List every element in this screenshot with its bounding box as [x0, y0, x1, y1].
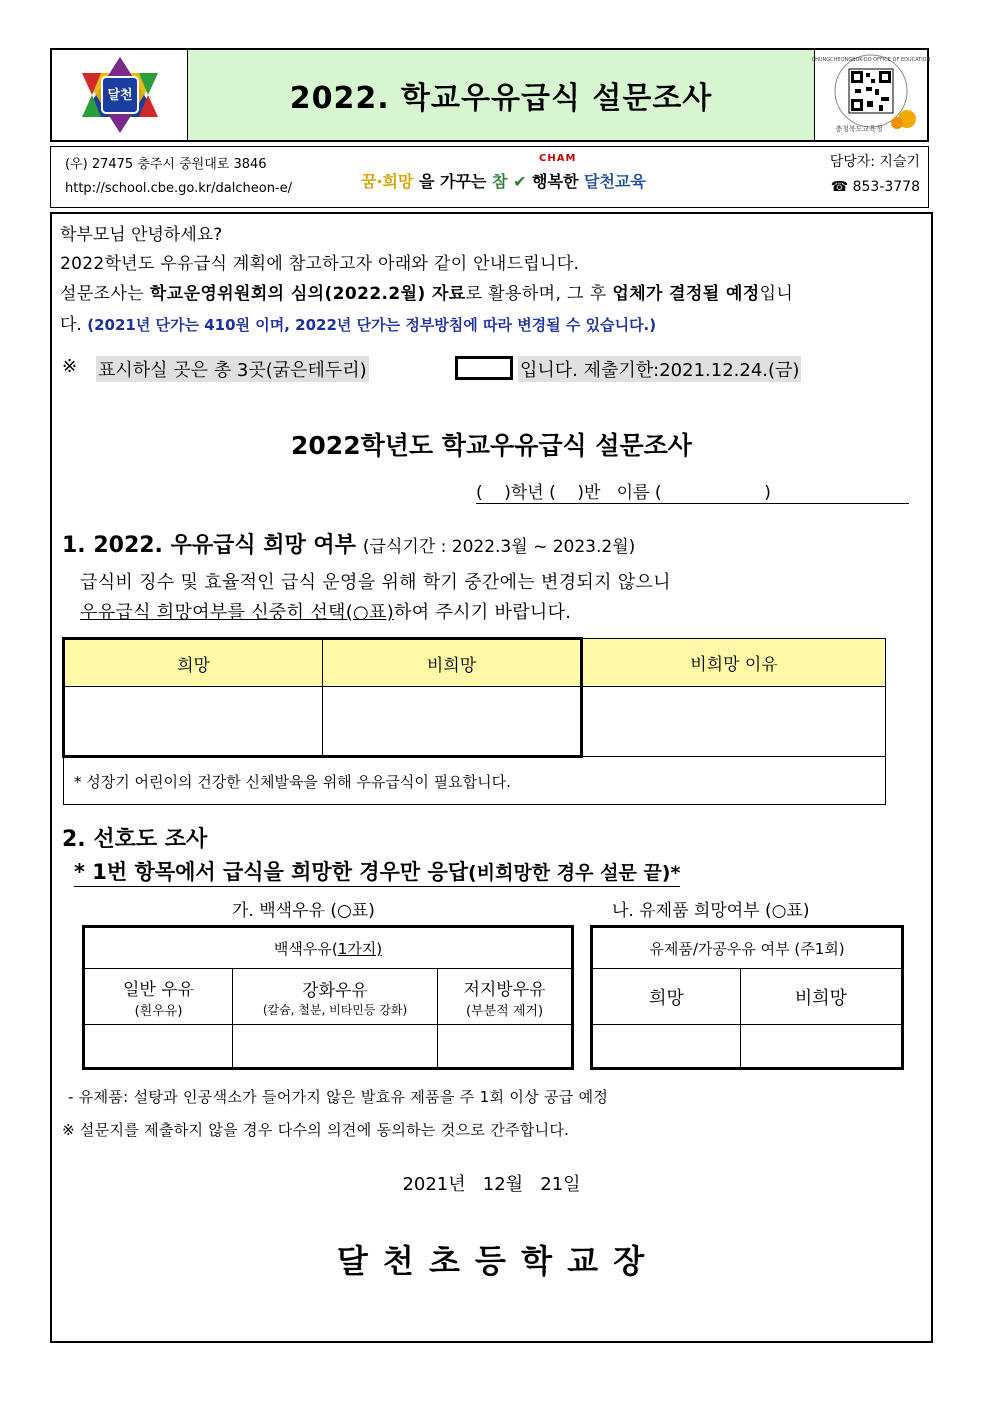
school-url[interactable]: http://school.cbe.go.kr/dalcheon-e/	[65, 181, 293, 196]
deadline: 입니다. 제출기한:2021.12.24.(금)	[518, 356, 801, 382]
q1-title: 1. 2022. 우유급식 희망 여부	[62, 533, 356, 558]
phone: ☎ 853-3778	[830, 179, 920, 195]
school-address: (우) 27475 충주시 중원대로 3846	[65, 157, 267, 172]
lowfat-milk-sub: (부분적 제거)	[465, 1003, 544, 1019]
white-head-underline: 1가지)	[337, 939, 383, 958]
bold-border-sample	[455, 356, 513, 380]
white-milk-header	[84, 927, 573, 969]
fortified-milk-answer[interactable]	[233, 1025, 438, 1069]
intro-line: 2022학년도 우유급식 계획에 참고하고자 아래와 같이 안내드립니다.	[60, 254, 580, 274]
intro-text: 입니	[759, 284, 794, 304]
letterhead	[50, 48, 929, 142]
dairy-hope-answer[interactable]	[592, 1025, 741, 1069]
dairy-nohope-answer[interactable]	[741, 1025, 903, 1069]
label-dairy: 나. 유제품 희망여부 (○표)	[612, 901, 810, 921]
intro-line	[60, 279, 793, 304]
col-dairy-hope: 희망	[592, 969, 741, 1025]
col-regular-milk	[84, 969, 233, 1025]
q1-desc-rest: 하여 주시기 바랍니다.	[394, 602, 572, 623]
star-logo-icon	[72, 55, 168, 135]
fortified-milk-label: 강화우유	[302, 980, 368, 1001]
q2-sub-main: * 1번 항목에서 급식을 희망한 경우만 응답	[74, 860, 469, 884]
slogan-cham: CHAM	[539, 153, 577, 164]
col-hope: 희망	[64, 639, 323, 687]
white-milk-table	[82, 925, 574, 1070]
intro-text: 로 활용하며, 그 후	[465, 284, 613, 304]
lowfat-milk-label: 저지방우유	[463, 979, 546, 1000]
issue-date: 2021년 12월 21일	[402, 1174, 581, 1195]
slogan-true: 참	[492, 172, 508, 191]
slogan-edu: 달천교육	[584, 172, 646, 191]
col-fortified-milk	[233, 969, 438, 1025]
dairy-header: 유제품/가공우유 여부 (주1회)	[592, 927, 903, 969]
intro-text: 다.	[60, 315, 82, 335]
q2-sub-note: (비희망한 경우 설문 끝)*	[468, 862, 681, 884]
col-nohope: 비희망	[323, 639, 582, 687]
intro-line	[60, 310, 656, 335]
q1-heading	[62, 528, 635, 559]
intro-bold: 업체가 결정될 예정	[612, 284, 760, 304]
logo-text: 달천	[106, 88, 133, 103]
q1-period: (급식기간 : 2022.3월 ~ 2023.2월)	[362, 537, 636, 557]
slogan	[361, 153, 646, 192]
check-icon: ✔	[513, 172, 527, 191]
qr-code-icon	[811, 51, 931, 139]
white-head-text: 백색우유(	[273, 939, 338, 958]
page-title: 2022. 학교우유급식 설문조사	[188, 50, 814, 140]
principal-signature: 달 천 초 등 학 교 장	[336, 1242, 647, 1280]
q1-desc	[80, 598, 571, 624]
lowfat-milk-answer[interactable]	[438, 1025, 573, 1069]
label-white-milk: 가. 백색우유 (○표)	[232, 901, 375, 921]
price-note: (2021년 단가는 410원 이며, 2022년 단가는 정부방침에 따라 변경될 수 있습니다.)	[87, 316, 657, 334]
qr-arc-text: CHUNGCHEONGBUK-DO OFFICE OF EDUCATION	[811, 57, 931, 63]
notice-mark: ※	[62, 356, 78, 377]
nohope-answer-cell[interactable]	[323, 687, 582, 757]
intro-bold: 학교운영위원회의 심의(2022.2월) 자료	[149, 284, 466, 304]
slogan-grow: 을 가꾸는	[419, 172, 487, 191]
col-dairy-nohope: 비희망	[741, 969, 903, 1025]
note-dairy: - 유제품: 설탕과 인공색소가 들어가지 않은 발효유 제품을 주 1회 이상 공급 예정	[68, 1088, 609, 1106]
col-reason: 비희망 이유	[582, 639, 886, 687]
q2-subheading	[74, 856, 680, 887]
regular-milk-sub: (흰우유)	[134, 1003, 183, 1019]
q1-table	[62, 637, 886, 805]
qr-caption: 충청북도교육청	[835, 125, 883, 133]
dairy-table	[590, 925, 904, 1070]
survey-title: 2022학년도 학교우유급식 설문조사	[291, 431, 692, 460]
q1-desc-underline: 우유급식 희망여부를 신중히 선택(○표)	[80, 602, 395, 623]
greeting: 학부모님 안녕하세요?	[60, 225, 223, 245]
col-lowfat-milk	[438, 969, 573, 1025]
contact-bar	[50, 146, 929, 208]
regular-milk-label: 일반 우유	[122, 979, 195, 1000]
regular-milk-answer[interactable]	[84, 1025, 233, 1069]
reason-answer-cell[interactable]	[582, 687, 886, 757]
notice-text: 표시하실 곳은 총 3곳(굵은테두리)	[96, 356, 369, 382]
q1-footnote: * 성장기 어린이의 건강한 신체발육을 위해 우유급식이 필요합니다.	[64, 757, 886, 805]
q1-desc: 급식비 징수 및 효율적인 급식 운영을 위해 학기 중간에는 변경되지 않으니	[80, 572, 671, 593]
slogan-dream: 꿈·희망	[361, 172, 414, 191]
hope-answer-cell[interactable]	[64, 687, 323, 757]
student-info-line[interactable]: ( )학년 ( )반 이름 ( )	[476, 478, 909, 504]
manager: 담당자: 지슬기	[829, 154, 920, 170]
school-logo	[52, 50, 188, 140]
intro-text: 설문조사는	[60, 284, 150, 304]
fortified-milk-sub: (칼슘, 철분, 비타민등 강화)	[262, 1002, 408, 1017]
q2-heading: 2. 선호도 조사	[62, 827, 208, 852]
qr-emblem	[811, 50, 931, 140]
slogan-happy: 행복한	[532, 172, 579, 191]
note-submission: ※ 설문지를 제출하지 않을 경우 다수의 의견에 동의하는 것으로 간주합니다.	[62, 1121, 570, 1139]
